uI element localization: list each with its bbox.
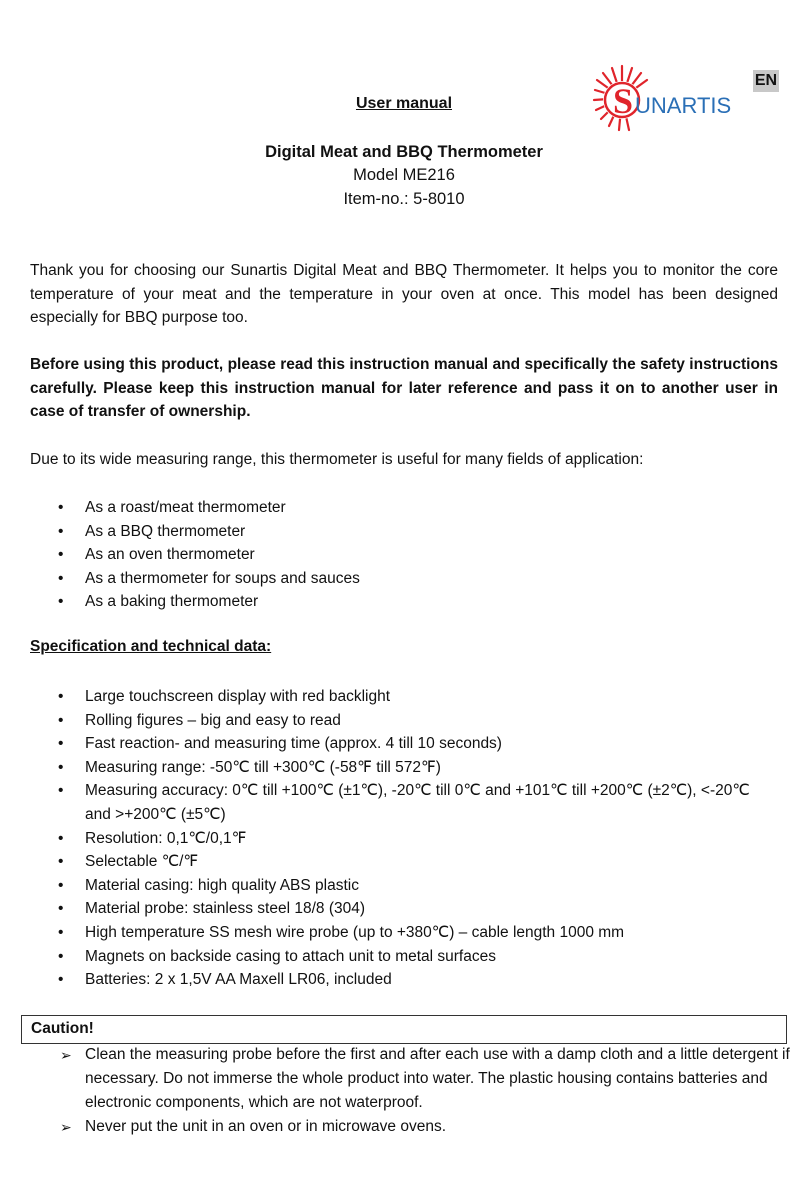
manual-title: User manual [355,95,453,112]
bullet-icon: • [58,923,64,941]
bullet-icon: • [58,522,64,540]
logo-wordmark: UNARTIS [635,93,732,118]
bullet-icon: • [58,876,64,894]
bullet-icon: • [58,593,64,611]
list-item: • Material probe: stainless steel 18/8 (304) [30,897,750,921]
list-item: • Resolution: 0,1℃/0,1℉ [30,827,750,851]
list-item: • Material casing: high quality ABS plastic [30,874,750,898]
caution-list [30,1043,805,1139]
product-title: Digital Meat and BBQ Thermometer [265,143,543,161]
intro-paragraph: Thank you for choosing our Sunartis Digital Meat and BBQ Thermometer. It helps you to monitor the core temperature of your meat and the temperature in your oven at once. This model has been designed especially for BBQ purpose too. [30,262,778,326]
bullet-icon: • [58,735,64,753]
caution-header [21,1015,787,1044]
bullet-icon: • [58,971,64,989]
usage-list [30,496,778,614]
bullet-icon: • [58,947,64,965]
bullet-icon: • [58,758,64,776]
list-item: • High temperature SS mesh wire probe (up to +380℃) – cable length 1000 mm [30,921,750,945]
bullet-icon: • [58,499,64,516]
caution-title: Caution! [31,1020,94,1037]
list-item: • As a roast/meat thermometer [30,496,778,520]
list-item: • Measuring accuracy: 0℃ till +100℃ (±1℃), -20℃ till 0℃ and +101℃ till +200℃ (±2℃), <-20℃ and >+200℃ (±5℃) [30,779,750,826]
spec-heading: Specification and technical data: [30,638,272,655]
spec-list [30,685,750,992]
list-item: • Magnets on backside casing to attach unit to metal surfaces [30,945,750,969]
arrow-bullet-icon: ➢ [60,1119,72,1135]
list-item: • Fast reaction- and measuring time (approx. 4 till 10 seconds) [30,732,750,756]
list-item: ➢ Clean the measuring probe before the first and after each use with a damp cloth and a little detergent if necessary. Do not immerse the whole product into water. The plastic housing contains batteries and electronic components, which are not waterproof. [30,1043,805,1115]
bullet-icon: • [58,546,64,564]
list-item: • Batteries: 2 x 1,5V AA Maxell LR06, included [30,968,750,992]
list-item: • As an oven thermometer [30,543,778,567]
safety-warning: Before using this product, please read this instruction manual and specifically the safety instructions carefully. Please keep this instruction manual for later reference and pass it on to another user in case of transfer of ownership. [30,356,778,420]
item-number: Item-no.: 5-8010 [343,190,465,208]
list-item: • Selectable ℃/℉ [30,850,750,874]
list-item: • Large touchscreen display with red backlight [30,685,750,709]
list-item: • As a baking thermometer [30,590,778,614]
bullet-icon: • [58,688,64,705]
bullet-icon: • [58,829,64,847]
bullet-icon: • [58,782,64,800]
bullet-icon: • [58,853,64,871]
bullet-icon: • [58,711,64,729]
arrow-bullet-icon: ➢ [60,1047,72,1063]
list-item: • Measuring range: -50℃ till +300℃ (-58℉ till 572℉) [30,756,750,780]
list-item: • As a thermometer for soups and sauces [30,567,778,591]
logo-letter-s: S [613,81,634,121]
bullet-icon: • [58,569,64,587]
list-item: • Rolling figures – big and easy to read [30,709,750,733]
list-item: ➢ Never put the unit in an oven or in microwave ovens. [30,1115,805,1139]
usage-intro: Due to its wide measuring range, this thermometer is useful for many fields of application: [30,451,644,468]
language-tag: EN [753,70,779,92]
list-item: • As a BBQ thermometer [30,520,778,544]
model-number: Model ME216 [353,166,455,184]
bullet-icon: • [58,900,64,918]
